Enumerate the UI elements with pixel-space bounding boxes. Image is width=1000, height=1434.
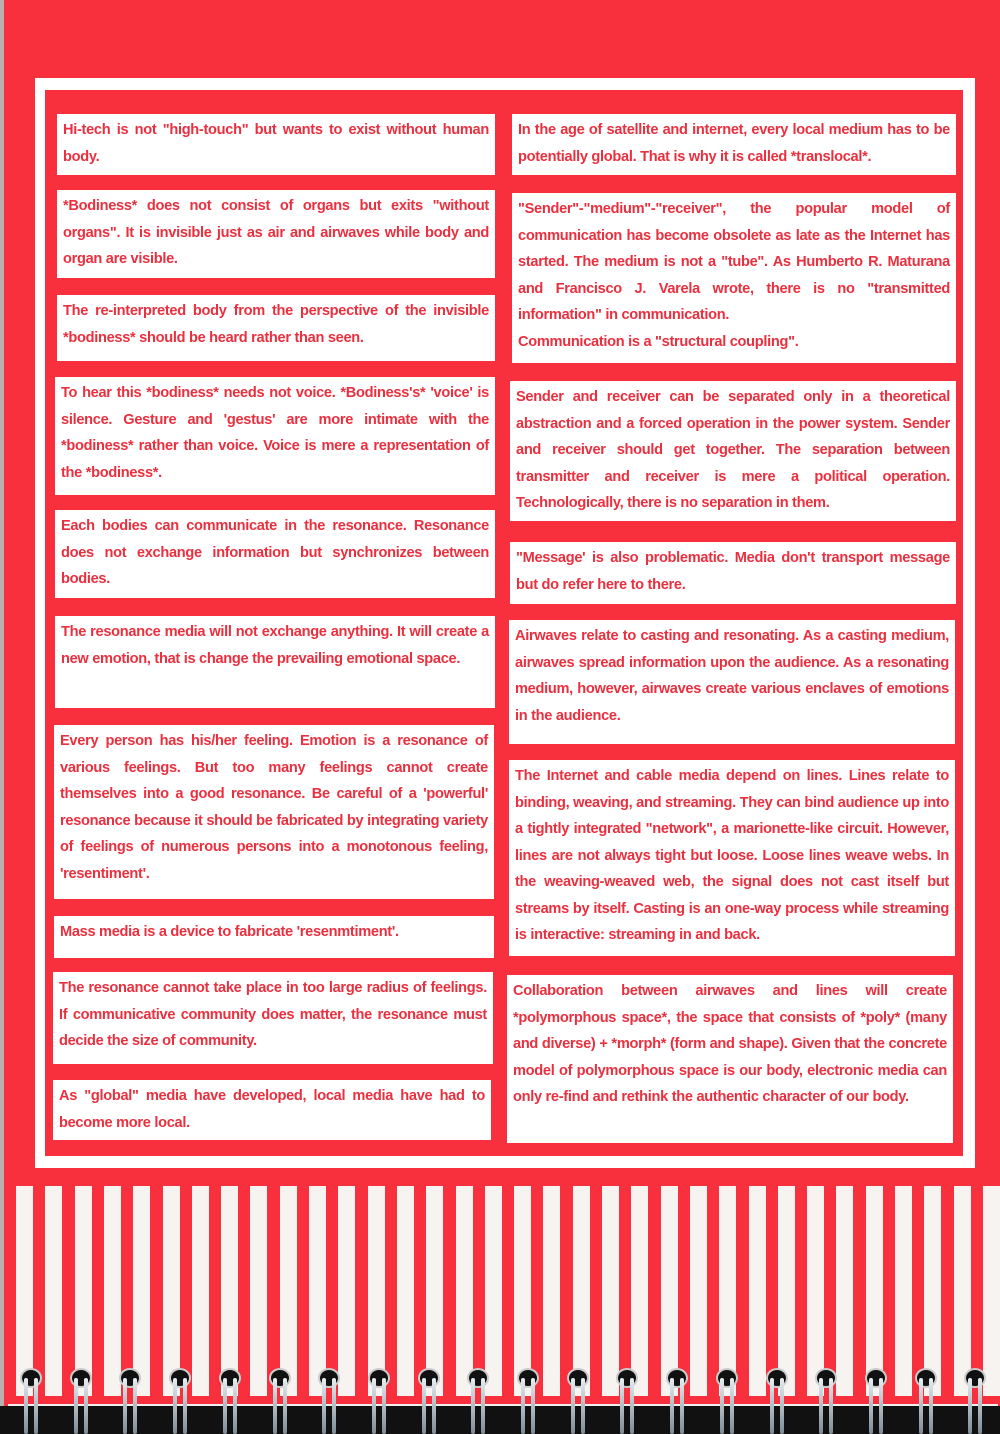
- stripe: [45, 1186, 62, 1396]
- stripe: [456, 1186, 473, 1396]
- stripe: [631, 1186, 648, 1396]
- stripe: [983, 1186, 1000, 1396]
- text-block-body: Hi-tech is not "high-touch" but wants to exist without human body.: [63, 122, 489, 165]
- wire-loop: [481, 1378, 485, 1434]
- stripe: [16, 1186, 33, 1396]
- text-block-body: *Bodiness* does not consist of organs but exits "without organs". It is invisible just as air and airwaves while body and organ are visible.: [63, 198, 489, 267]
- stripe: [280, 1186, 297, 1396]
- binding-ring: [68, 1366, 96, 1434]
- punch-hole: [567, 1368, 589, 1388]
- wire-loop: [332, 1378, 336, 1434]
- wire-loop: [770, 1378, 774, 1434]
- binding-ring: [565, 1366, 593, 1434]
- page-edge: [0, 0, 4, 1434]
- text-block-right-1: [512, 114, 956, 175]
- wire-loop: [730, 1378, 734, 1434]
- wire-loop: [720, 1378, 724, 1434]
- stripe: [163, 1186, 180, 1396]
- text-block-left-7: [54, 725, 494, 899]
- stripe: [573, 1186, 590, 1396]
- binding-ring: [366, 1366, 394, 1434]
- punch-hole: [418, 1368, 440, 1388]
- stripe: [368, 1186, 385, 1396]
- stripe: [397, 1186, 414, 1396]
- stripe: [895, 1186, 912, 1396]
- text-block-body: To hear this *bodiness* needs not voice. *Bodiness's* 'voice' is silence. Gesture and 'gestus' are more intimate with the *bodiness* rather than voice. Voice is mere a representation of the *bodiness*.: [61, 385, 489, 481]
- wire-loop: [780, 1378, 784, 1434]
- binding-shadow: [0, 1406, 1000, 1434]
- stripe: [75, 1186, 92, 1396]
- text-block-body-line: Communication is a "structural coupling".: [518, 333, 799, 350]
- binding-ring: [167, 1366, 195, 1434]
- text-block-body: As "global" media have developed, local media have had to become more local.: [59, 1088, 485, 1131]
- text-block-left-8: [54, 916, 494, 958]
- text-block-body: The re-interpreted body from the perspective of the invisible *bodiness* should be heard rather than seen.: [63, 303, 489, 346]
- stripe: [133, 1186, 150, 1396]
- stripe: [104, 1186, 121, 1396]
- binding-ring: [217, 1366, 245, 1434]
- punch-hole: [70, 1368, 92, 1388]
- wire-loop: [521, 1378, 525, 1434]
- binding-ring: [18, 1366, 46, 1434]
- text-block-left-2: [57, 190, 495, 278]
- wire-loop: [123, 1378, 127, 1434]
- wire-loop: [322, 1378, 326, 1434]
- stripe: [309, 1186, 326, 1396]
- wire-loop: [74, 1378, 78, 1434]
- stripe: [690, 1186, 707, 1396]
- wire-loop: [670, 1378, 674, 1434]
- wire-loop: [620, 1378, 624, 1434]
- text-block-body: Collaboration between airwaves and lines will create *polymorphous space*, the space that consists of *poly* (many and diverse) + *morph* (form and shape). Given that the concrete model of polymorphous space is our body, electronic media can only re-find and rethink the authentic character of our body.: [513, 983, 947, 1105]
- stripe: [661, 1186, 678, 1396]
- binding-ring: [416, 1366, 444, 1434]
- stripe: [602, 1186, 619, 1396]
- wire-loop: [581, 1378, 585, 1434]
- punch-hole: [269, 1368, 291, 1388]
- punch-hole: [766, 1368, 788, 1388]
- text-block-body: Mass media is a device to fabricate 'resenmtiment'.: [60, 924, 399, 940]
- binding-ring: [316, 1366, 344, 1434]
- wire-loop: [133, 1378, 137, 1434]
- wire-loop: [372, 1378, 376, 1434]
- stripe: [485, 1186, 502, 1396]
- wire-loop: [24, 1378, 28, 1434]
- wire-loop: [233, 1378, 237, 1434]
- wire-loop: [680, 1378, 684, 1434]
- wire-loop: [422, 1378, 426, 1434]
- binding-ring: [913, 1366, 941, 1434]
- text-block-body: Sender and receiver can be separated only in a theoretical abstraction and a forced operation in the power system. Sender and receiver should get together. The separation between transmitter and receiver is mere a political operation. Technologically, there is no separation in them.: [516, 389, 950, 511]
- wire-loop: [978, 1378, 982, 1434]
- wire-loop: [879, 1378, 883, 1434]
- stripe: [719, 1186, 736, 1396]
- text-block-right-7: [507, 975, 953, 1143]
- wire-loop: [223, 1378, 227, 1434]
- text-block-left-10: [53, 1080, 491, 1140]
- text-block-body: Each bodies can communicate in the resonance. Resonance does not exchange information but synchronizes between bodies.: [61, 518, 489, 587]
- wire-loop: [382, 1378, 386, 1434]
- text-block-left-1: [57, 114, 495, 175]
- stripe-pattern: [15, 1186, 985, 1396]
- wire-loop: [273, 1378, 277, 1434]
- text-block-right-3: [510, 381, 956, 521]
- wire-loop: [919, 1378, 923, 1434]
- stripe: [221, 1186, 238, 1396]
- wire-loop: [571, 1378, 575, 1434]
- text-block-body: In the age of satellite and internet, every local medium has to be potentially global. That is why it is called *translocal*.: [518, 122, 950, 165]
- wire-loop: [869, 1378, 873, 1434]
- wire-loop: [630, 1378, 634, 1434]
- binding-ring: [714, 1366, 742, 1434]
- wire-loop: [173, 1378, 177, 1434]
- wire-loop: [432, 1378, 436, 1434]
- binding-ring: [515, 1366, 543, 1434]
- stripe: [192, 1186, 209, 1396]
- binding-ring: [962, 1366, 990, 1434]
- text-block-left-5: [55, 510, 495, 598]
- stripe: [866, 1186, 883, 1396]
- text-block-left-3: [57, 295, 495, 361]
- wire-loop: [819, 1378, 823, 1434]
- stripe: [338, 1186, 355, 1396]
- wire-loop: [283, 1378, 287, 1434]
- stripe: [543, 1186, 560, 1396]
- text-block-body: The resonance media will not exchange anything. It will create a new emotion, that is change the prevailing emotional space.: [61, 624, 489, 667]
- wire-loop: [531, 1378, 535, 1434]
- text-block-right-5: [509, 620, 955, 744]
- stripe: [749, 1186, 766, 1396]
- binding-ring: [664, 1366, 692, 1434]
- binding-ring: [117, 1366, 145, 1434]
- text-block-body: Airwaves relate to casting and resonating. As a casting medium, airwaves spread information upon the audience. As a resonating medium, however, airwaves create various enclaves of emotions in the audience.: [515, 628, 949, 724]
- text-block-left-4: [55, 377, 495, 495]
- wire-loop: [968, 1378, 972, 1434]
- stripe: [514, 1186, 531, 1396]
- wire-loop: [929, 1378, 933, 1434]
- wire-loop: [183, 1378, 187, 1434]
- stripe: [924, 1186, 941, 1396]
- punch-hole: [915, 1368, 937, 1388]
- stripe: [954, 1186, 971, 1396]
- stripe: [778, 1186, 795, 1396]
- text-block-left-6: [55, 616, 495, 708]
- stripe: [250, 1186, 267, 1396]
- stripe: [426, 1186, 443, 1396]
- wire-loop: [84, 1378, 88, 1434]
- text-block-body: Every person has his/her feeling. Emotion is a resonance of various feelings. But too many feelings cannot create themselves into a good resonance. Be careful of a 'powerful' resonance because it should be fabricated by integrating variety of feelings of numerous persons into a monotonous feeling, 'resentiment'.: [60, 733, 488, 882]
- wire-loop: [34, 1378, 38, 1434]
- text-block-body: The resonance cannot take place in too large radius of feelings. If communicative community does matter, the resonance must decide the size of community.: [59, 980, 487, 1049]
- text-block-right-4: [510, 542, 956, 604]
- text-block-right-2: [512, 193, 956, 363]
- binding-ring: [863, 1366, 891, 1434]
- text-block-body: The Internet and cable media depend on lines. Lines relate to binding, weaving, and streaming. They can bind audience up into a tightly integrated "network", a marionette-like circuit. However, lines are not always tight but loose. Loose lines weave webs. In the weaving-weaved web, the signal does not cast itself but streams by itself. Casting is an one-way process while streaming is interactive: streaming in and back.: [515, 768, 949, 943]
- binding-ring: [813, 1366, 841, 1434]
- text-block-body: "Sender"-"medium"-"receiver", the popular model of communication has become obsolete as late as the Internet has started. The medium is not a "tube". As Humberto R. Maturana and Francisco J. Varela wrote, there is no "transmitted information" in communication.: [518, 201, 950, 323]
- stripe: [836, 1186, 853, 1396]
- stripe: [807, 1186, 824, 1396]
- wire-loop: [829, 1378, 833, 1434]
- binding-ring: [267, 1366, 295, 1434]
- text-block-right-6: [509, 760, 955, 956]
- text-block-left-9: [53, 972, 493, 1064]
- binding-ring: [614, 1366, 642, 1434]
- wire-loop: [471, 1378, 475, 1434]
- binding-ring: [764, 1366, 792, 1434]
- binding-ring: [465, 1366, 493, 1434]
- text-block-body: "Message' is also problematic. Media don't transport message but do refer here to there.: [516, 550, 950, 593]
